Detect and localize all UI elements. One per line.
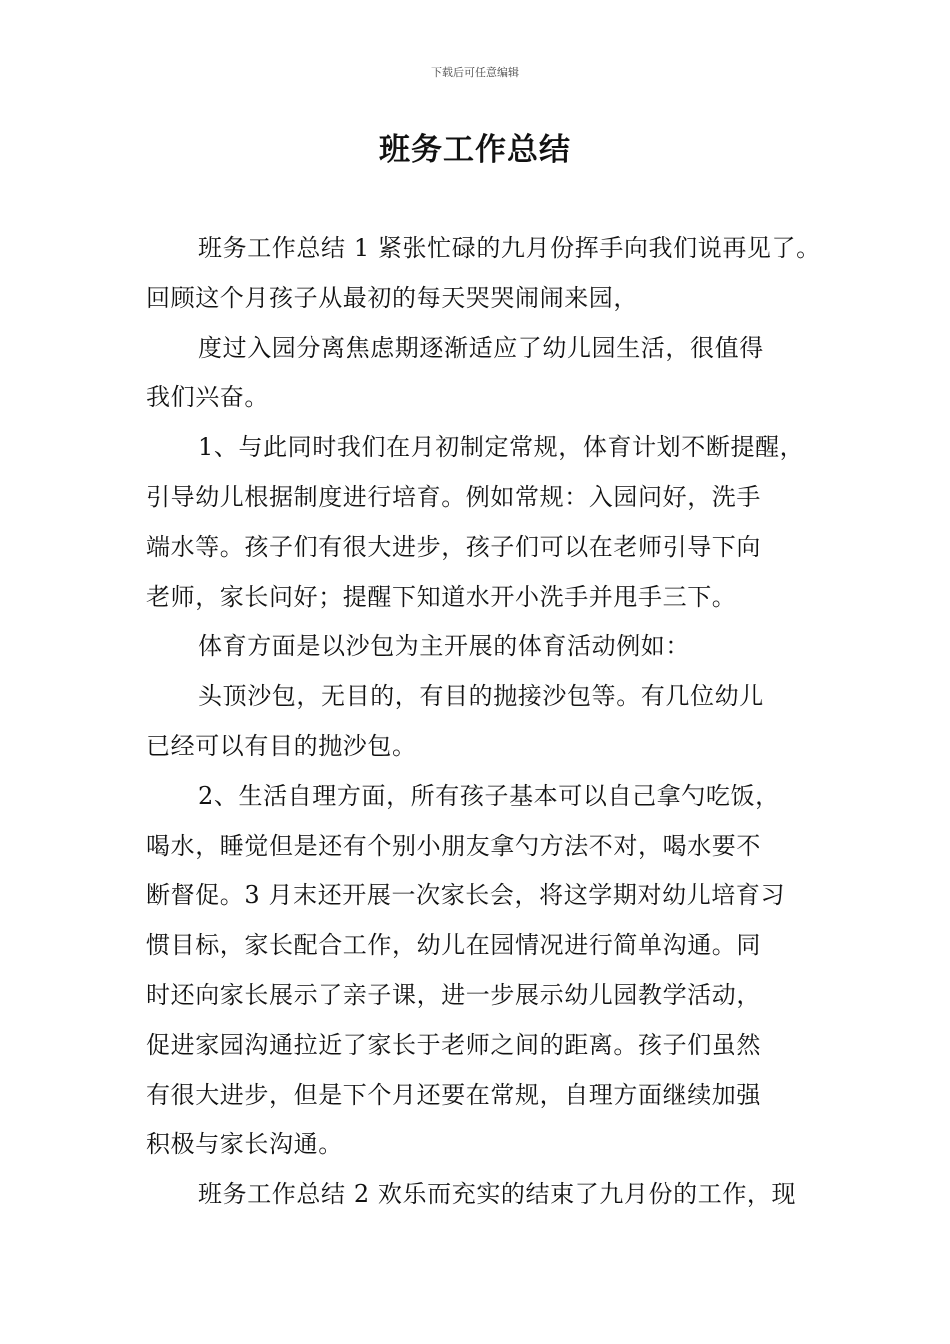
text-line: 班务工作总结 1 紧张忙碌的九月份挥手向我们说再见了。 — [198, 234, 821, 262]
text-line: 引导幼儿根据制度进行培育。例如常规：入园问好，洗手 — [146, 482, 761, 511]
text-line: 度过入园分离焦虑期逐渐适应了幼儿园生活，很值得 — [198, 333, 764, 362]
header-note: 下载后可任意编辑 — [431, 66, 519, 79]
document-body — [146, 224, 821, 1220]
text-line: 促进家园沟通拉近了家长于老师之间的距离。孩子们虽然 — [146, 1030, 761, 1059]
text-line: 班务工作总结 2 欢乐而充实的结束了九月份的工作，现 — [198, 1180, 797, 1209]
text-line: 端水等。孩子们有很大进步，孩子们可以在老师引导下向 — [146, 532, 761, 561]
text-line: 积极与家长沟通。 — [146, 1130, 343, 1159]
text-line: 体育方面是以沙包为主开展的体育活动例如： — [198, 632, 690, 661]
text-line: 老师，家长问好；提醒下知道水开小洗手并甩手三下。 — [146, 582, 737, 611]
text-line: 我们兴奋。 — [146, 383, 269, 412]
text-line: 惯目标，家长配合工作，幼儿在园情况进行简单沟通。同 — [146, 931, 761, 960]
text-line: 喝水，睡觉但是还有个别小朋友拿勺方法不对，喝水要不 — [146, 831, 761, 860]
text-line: 断督促。3 月末还开展一次家长会，将这学期对幼儿培育习 — [146, 881, 786, 910]
text-line: 有很大进步，但是下个月还要在常规，自理方面继续加强 — [146, 1080, 761, 1109]
text-line: 1、与此同时我们在月初制定常规，体育计划不断提醒， — [198, 433, 805, 462]
document-title: 班务工作总结 — [379, 132, 571, 168]
text-line: 时还向家长展示了亲子课，进一步展示幼儿园教学活动， — [146, 980, 761, 1009]
text-line: 头顶沙包，无目的，有目的抛接沙包等。有几位幼儿 — [198, 682, 764, 711]
text-line: 回顾这个月孩子从最初的每天哭哭闹闹来园， — [146, 283, 638, 312]
text-line: 已经可以有目的抛沙包。 — [146, 731, 417, 760]
text-line: 2、生活自理方面，所有孩子基本可以自己拿勺吃饭， — [198, 781, 780, 810]
